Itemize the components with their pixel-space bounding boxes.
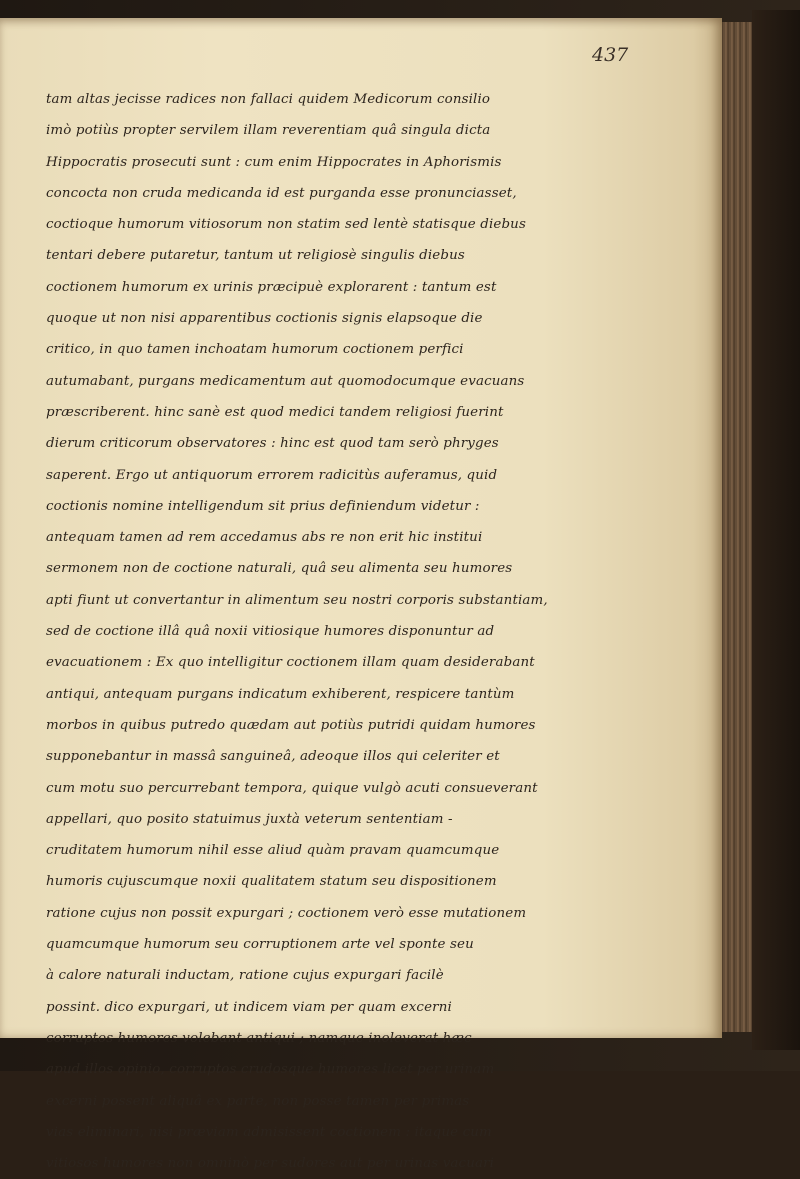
text-line: corruptos humores volebant antiqui ; namque inoleverat hæc (46, 1030, 472, 1046)
text-line: possint. dico expurgari, ut indicem viam per quam excerni (46, 999, 452, 1015)
text-line: saperent. Ergo ut antiquorum errorem radicitùs auferamus, quid (46, 467, 498, 483)
manuscript-page (0, 18, 722, 1172)
text-line: coctionis nomine intelligendum sit prius definiendum videtur : (46, 498, 480, 514)
page-number: 437 (592, 44, 629, 66)
text-line: quamcumque humorum seu corruptionem arte vel sponte seu (46, 937, 474, 953)
text-line: supponebantur in massâ sanguineâ, adeoque illos qui celeriter et (46, 749, 500, 765)
text-line: coctionem humorum ex urinis præcipuè explorarent : tantum est (46, 279, 497, 295)
text-line: vitiosos humores non omninò per sudores aut per urinas vacuari (46, 1156, 495, 1172)
text-line: ratione cujus non possit expurgari ; coctionem verò esse mutationem (46, 905, 527, 921)
text-line: antiqui, antequam purgans indicatum exhiberent, respicere tantùm (46, 686, 515, 702)
text-line: dierum criticorum observatores : hinc est quod tam serò phryges (46, 436, 499, 452)
text-line: appellari, quo posito statuimus juxtà veterum sententiam - (46, 811, 453, 827)
text-line: sermonem non de coctione naturali, quâ seu alimenta seu humores (46, 561, 513, 577)
text-line: evacuationem : Ex quo intelligitur coctionem illam quam desiderabant (46, 655, 535, 671)
text-line: excerni possent aliquâ ex parte, non posse tamen per primas (46, 1093, 470, 1109)
text-line: à calore naturali inductam, ratione cujus expurgari facilè (46, 968, 444, 984)
text-line: vias eliminari, nisi præviam admisissent coctionem : itaque cum (46, 1124, 492, 1140)
text-line: cruditatem humorum nihil esse aliud quàm pravam quamcumque (46, 843, 500, 859)
text-line: apti fiunt ut convertantur in alimentum seu nostri corporis substantiam, (46, 592, 548, 608)
page-block-edge (718, 22, 752, 1032)
text-line: præscriberent. hinc sanè est quod medici tandem religiosi fuerint (46, 404, 504, 420)
text-line: critico, in quo tamen inchoatam humorum coctionem perfici (46, 342, 464, 358)
text-line: apud illos opinio, corruptos crudosque humores licet per urinam (46, 1062, 495, 1078)
text-line: quoque ut non nisi apparentibus coctionis signis elapsoque die (46, 311, 483, 327)
text-line: coctioque humorum vitiosorum non statim sed lentè statisque diebus (46, 217, 526, 233)
text-line: morbos in quibus putredo quædam aut potiùs putridi quidam humores (46, 717, 536, 733)
text-line: concocta non cruda medicanda id est purganda esse pronunciasset, (46, 185, 517, 201)
text-line: Hippocratis prosecuti sunt : cum enim Hippocrates in Aphorismis (46, 154, 502, 170)
text-line: tentari debere putaretur, tantum ut religiosè singulis diebus (46, 248, 465, 264)
handwritten-text-block (46, 84, 621, 1172)
text-line: antequam tamen ad rem accedamus abs re non erit hic institui (46, 530, 483, 546)
book-cover-edge (752, 10, 800, 1050)
text-line: tam altas jecisse radices non fallaci quidem Medicorum consilio (46, 92, 491, 107)
text-line: imò potiùs propter servilem illam reverentiam quâ singula dicta (46, 123, 491, 139)
text-line: humoris cujuscumque noxii qualitatem statum seu dispositionem (46, 874, 497, 890)
text-line: sed de coctione illâ quâ noxii vitiosique humores disponuntur ad (46, 624, 495, 640)
text-line: cum motu suo percurrebant tempora, quique vulgò acuti consueverant (46, 780, 538, 796)
text-line: autumabant, purgans medicamentum aut quomodocumque evacuans (46, 373, 525, 389)
